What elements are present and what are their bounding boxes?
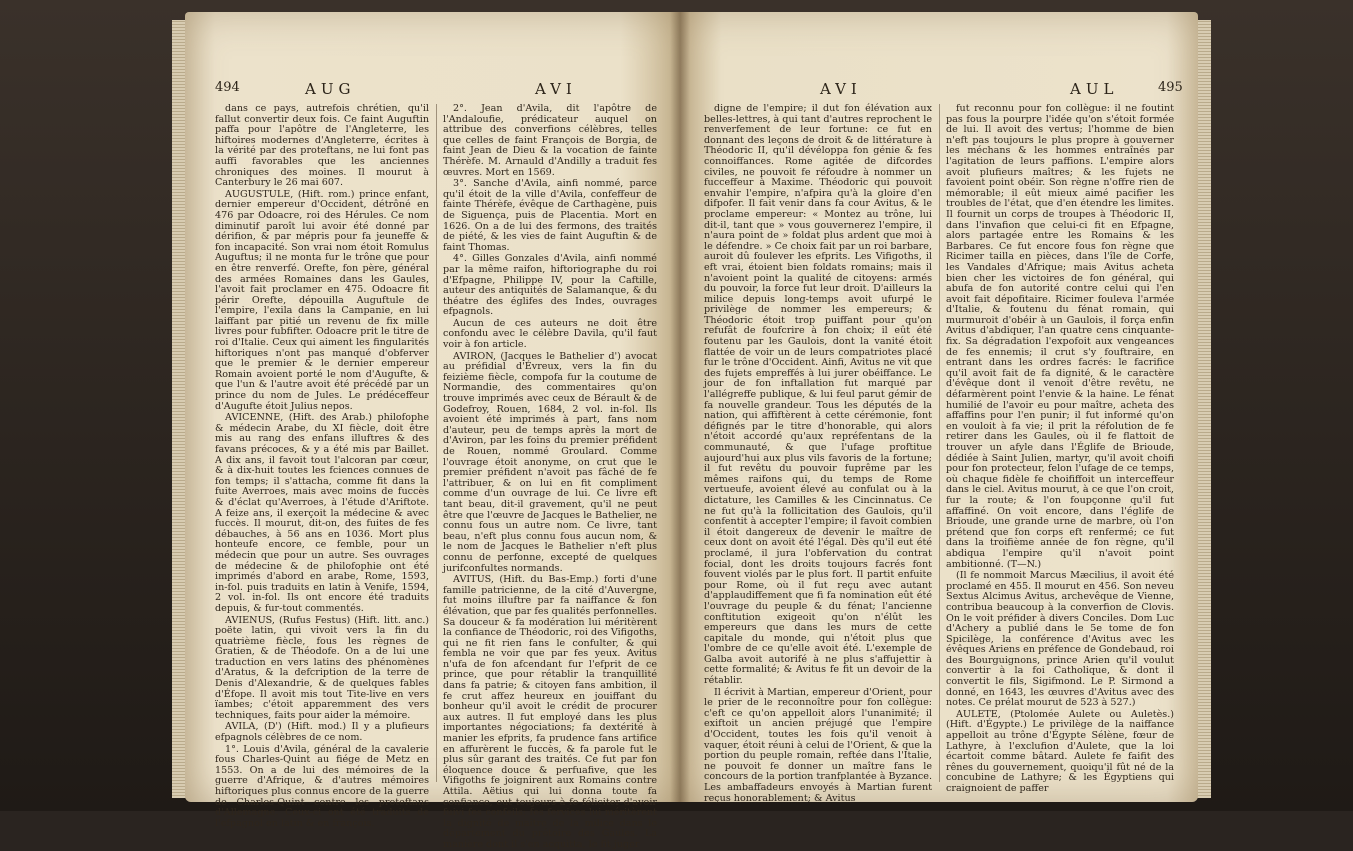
paragraph: Aucun de ces auteurs ne doit être confondu avec le célèbre Davila, qu'il faut voir à fon article. bbox=[443, 317, 657, 351]
running-headword: AVI bbox=[535, 80, 577, 98]
right-fore-edge bbox=[1197, 20, 1211, 798]
book-gutter bbox=[670, 12, 690, 802]
right-page bbox=[680, 12, 1198, 802]
left-page-header bbox=[185, 80, 680, 102]
paragraph: AUGUSTULE, (Hift. rom.) prince enfant, dernier empereur d'Occident, détrôné en 476 par Odoacre, roi des Hérules. Ce nom diminutif paroît lui avoir été donné par dérifion, & par mépris pour fa jeuneffe & fon incapacité. Son vrai nom étoit Romulus Auguftus; il ne monta fur le trône que pour en être renverfé. Orefte, fon père, général des armées Romaines dans les Gaules, l'avoit fait proclamer en 475. Odoacre fit périr Orefte, dépouilla Auguftule de l'empire, l'exila dans la Campanie, en lui laiffant par pitié un revenu de fix mille livres pour fubfifter. Odoacre prit le titre de roi d'Italie. Ceux qui aiment les fingularités hiftoriques n'ont pas manqué d'obferver que le premier & le dernier empereur Romain avoient porté le nom d'Augufte, & que l'un & l'autre avoit été précédé par un prince du nom de Jules. Le prédéceffeur d'Augufte étoit Julius nepos. bbox=[215, 188, 429, 412]
paragraph: AVITUS, (Hift. du Bas-Emp.) forti d'une famille patricienne, de la cité d'Auvergne, fut moins illuftre par fa naiffance & fon élévation, que par fes qualités perfonnelles. Sa douceur & fa modération lui méritèrent la confiance de Théodoric, roi des Vifigoths, qui ne fit rien fans le confulter, & qui fembla ne voir que par fes yeux. Avitus n'ufa de fon afcendant fur l'efprit de ce prince, que pour rétablir la tranquillité dans fa patrie; & citoyen fans ambition, il fe crut affez heureux en jouiffant du bonheur qu'il avoit le crédit de procurer aux autres. Il fut employé dans les plus importantes négociations; fa dextérité à manier les efprits, fa prudence fans artifice en affurèrent le fuccès, & fa parole fut le plus sûr garant des traités. Ce fut par fon éloquence douce & perfuafive, que les Vifigoths fe joignirent aux Romains contre Attila. Aëtius qui lui donna toute fa confiance, eut toujours à fe féliciter d'avoir fuivi fes confeils: fes fervices lui méritèrent la dignité de maître de la milice dans le département du prétoire des Gaules. La manière dont il s'en acquitta, le fit juger bbox=[443, 574, 657, 850]
page-number: 494 bbox=[215, 80, 240, 95]
paragraph: AVICENNE, (Hift. des Arab.) philofophe & médecin Arabe, du XI fiècle, doit être mis au rang des enfans illuftres & des favans précoces, & y a été mis par Baillet. A dix ans, il favoit tout l'alcoran par cœur, & à dix-huit toutes les fciences connues de fon temps; il s'attacha, comme fit dans la fuite Averroes, mais avec moins de fuccès & d'éclat qu'Averroes, à l'étude d'Ariftote. A feize ans, il exerçoit la médecine & avec fuccès. Il mourut, dit-on, des fuites de fes débauches, à 56 ans en 1036. Mort plus honteufe encore, ce femble, pour un médecin que pour un autre. Ses ouvrages de médecine & de philofophie ont été imprimés d'abord en arabe, Rome, 1593, in-fol. puis traduits en latin à Venife, 1594, 2 vol. in-fol. Ils ont encore été traduits depuis, & fur-tout commentés. bbox=[215, 412, 429, 614]
paragraph: AVILA, (D') (Hift. mod.) Il y a plufieurs efpagnols célèbres de ce nom. bbox=[215, 721, 429, 744]
paragraph: Il écrivit à Martian, empereur d'Orient, pour le prier de le reconnoître pour fon collègue: c'eft ce qu'on appelloit alors l'unanimité; il exiftoit un ancien préjugé que l'empire d'Occident, toutes les fois qu'il venoit à vaquer, étoit réuni à celui de l'Orient, & que la portion du peuple romain, reftée dans l'Italie, ne pouvoit fe donner un maître fans le concours de la portion tranfplantée à Byzance. Les ambaffadeurs envoyés à Martian furent reçus honorablement; & Avitus bbox=[704, 686, 932, 804]
running-headword: AVI bbox=[820, 80, 862, 98]
left-fore-edge bbox=[172, 20, 186, 798]
page-number: 495 bbox=[1158, 80, 1183, 95]
column-rule bbox=[939, 104, 940, 782]
paragraph: 3°. Sanche d'Avila, ainfi nommé, parce qu'il étoit de la ville d'Avila, confeffeur de fainte Thérèfe, évêque de Carthagène, puis de Siguença, puis de Placentia. Mort en 1626. On a de lui des fermons, des traités de piété, & les vies de faint Auguftin & de faint Thomas. bbox=[443, 178, 657, 253]
paragraph: fut reconnu pour fon collègue: il ne foutint pas fous la pourpre l'idée qu'on s'étoit formée de lui. Il avoit des vertus; l'homme de bien n'eft pas toujours le plus propre à gouverner les méchans & les hommes entraînés par l'agitation de leurs paffions. L'empire alors avoit plufieurs maîtres; & les fujets ne favoient point obéir. Son règne n'offre rien de mémorable; il eût mieux aimé pacifier les troubles de l'état, que d'en étendre les limites. Il fournit un corps de troupes à Théodoric II, dans l'invafion que celui-ci fit en Efpagne, alors partagée entre les Romains & les Barbares. Ce fut encore fous fon règne que Ricimer tailla en pièces, dans l'île de Corfe, les Vandales d'Afrique; mais Avitus acheta bien cher les victoires de fon général, qui abufa de fon autorité contre celui qui l'en avoit fait dépofitaire. Ricimer fouleva l'armée d'Italie, & foutenu du fénat romain, qui murmuroit d'obéir à un Gaulois, il força enfin Avitus d'abdiquer, l'an quatre cens cinquante-fix. Sa dégradation l'expofoit aux vengeances de fes ennemis; il crut s'y fouftraire, en entrant dans les ordres facrés: le facrifice qu'il avoit fait de fa dignité, & le caractère d'évêque dont il venoit d'être revêtu, ne défarmèrent point l'envie & la haine. Le fénat humilié de l'avoir eu pour maître, acheta des affaffins pour l'en punir; il fut informé qu'on en vouloit à fa vie; il prit la réfolution de fe retirer dans les Gaules, où il fe flattoit de trouver un afyle dans l'Églife de Brioude, dédiée à Saint Julien, martyr, qu'il avoit choifi pour fon protecteur, felon l'ufage de ce temps, où chaque fidèle fe choififfoit un interceffeur dans le ciel. Avitus mourut, à ce que l'on croit, fur la route; & l'on foupçonne qu'il fut affaffiné. On voit encore, dans l'églife de Brioude, une grande urne de marbre, où l'on prétend que fon corps eft renfermé; ce fut dans la troifième année de fon règne, qu'il abdiqua l'empire qu'il n'avoit point ambitionné. (T—N.) bbox=[946, 103, 1174, 570]
text-column-right bbox=[946, 104, 1174, 794]
paragraph: digne de l'empire; il dut fon élévation aux belles-lettres, à qui tant d'autres reprochent le renverfement de leur fortune: ce fut en donnant des leçons de droit & de littérature à Théodoric II, qu'il dévéloppa fon génie & fes connoiffances. Rome agitée de difcordes civiles, ne pouvoit fe réfoudre à nommer un fucceffeur à Maxime. Théodoric qui pouvoit envahir l'empire, n'afpira qu'à la gloire d'en difpofer. Il fait venir dans fa cour Avitus, & le proclame empereur: « Montez au trône, lui dit-il, tant que » vous gouvernerez l'empire, il n'aura point de » foldat plus ardent que moi à le défendre. » Ce choix fait par un roi barbare, auroit dû foulever les efprits. Les Vifigoths, il eft vrai, étoient bien foldats romains; mais il n'avoient point la qualité de citoyens: armés du pouvoir, la force fut leur droit. D'ailleurs la milice depuis long-temps avoit ufurpé le privilège de nommer les empereurs; & Théodoric étoit trop puiffant pour qu'on refufât de foufcrire à fon choix; il eût été foutenu par les Gaulois, dont la vanité étoit flattée de voir un de leurs compatriotes placé fur le trône d'Occident. Ainfi, Avitus ne vit que des fujets empreffés à lui jurer obéiffance. Le jour de fon inftallation fut marqué par l'allégreffe publique, & lui feul parut gémir de fa nouvelle grandeur. Tous les députés de la nation, qui affiftèrent à cette cérémonie, font défignés par le titre d'honorable, qui alors n'étoit accordé qu'aux repréfentans de la communauté, & que l'ufage proftitue aujourd'hui aux plus vils favoris de la fortune; il fut revêtu du pouvoir fuprême par les mêmes raifons qui, du temps de Rome vertueufe, avoient élevé au confulat ou à la dictature, les Camilles & les Cincinnatus. Ce ne fut qu'à la follicitation des Gaulois, qu'il confentit à accepter l'empire; il favoit combien il étoit dangereux de devenir le maître de ceux dont on avoit été l'égal. Dès qu'il eut été proclamé, il jura l'obfervation du contrat focial, dont les droits toujours facrés font fouvent violés par le plus fort. Il partit enfuite pour Rome, où il fut reçu avec autant d'applaudiffement que fi fa nomination eût été l'ouvrage du peuple & du fénat; l'ancienne conftitution exigeoit qu'on n'élût les empereurs que dans les murs de cette capitale du monde, qui n'étoit plus que l'ombre de ce qu'elle avoit été. L'exemple de Galba avoit autorifé à ne plus s'affujettir à cette formalité; & Avitus fe fit un devoir de la rétablir. bbox=[704, 103, 933, 687]
paragraph: AULETE, (Ptolomée Aulete ou Auletès.) (Hift. d'Égypte.) Le privilège de la naiffance appelloit au trône d'Égypte Sélène, fœur de Lathyre, à l'exclufion d'Aulete, que la loi écartoit comme bâtard. Aulete fe faifit des rênes du gouvernement, quoiqu'il fût né de la concubine de Lathyre; & les Égyptiens qui craignoient de paffer bbox=[946, 708, 1174, 794]
paragraph: 2°. Jean d'Avila, dit l'apôtre de l'Andaloufie, prédicateur auquel on attribue des converfions célèbres, telles que celles de faint François de Borgia, de faint Jean de Dieu & la vocation de fainte Thérèfe. M. Arnauld d'Andilly a traduit fes œuvres. Mort en 1569. bbox=[443, 103, 657, 178]
running-headword: AUL bbox=[1070, 80, 1119, 98]
running-headword: AUG bbox=[305, 80, 356, 98]
text-column-left bbox=[704, 103, 933, 804]
left-page bbox=[185, 12, 680, 850]
paragraph: 4°. Gilles Gonzales d'Avila, ainfi nommé par la même raifon, hiftoriographe du roi d'Efpagne, Philippe IV, pour la Caftille, auteur des antiquités de Salamanque, & du théatre des églifes des Indes, ouvrages efpagnols. bbox=[443, 253, 657, 318]
paragraph: AVIENUS, (Rufus Festus) (Hift. litt. anc.) poëte latin, qui vivoit vers la fin du quatrième fiècle, fous les règnes de Gratien, & de Théodofe. On a de lui une traduction en vers latins des phénomènes d'Aratus, & la defcription de la terre de Denis d'Alexandrie, & de quelques fables d'Éfope. Il avoit mis tout Tite-live en vers ïambes; c'étoit apparemment des vers techniques, faits pour aider la mémoire. bbox=[215, 614, 429, 721]
text-column-right bbox=[443, 103, 657, 850]
column-rule bbox=[436, 104, 437, 782]
paragraph: (Il fe nommoit Marcus Mæcilius, il avoit été proclamé en 455. Il mourut en 456. Son neveu Sextus Alcimus Avitus, archevêque de Vienne, contribua beaucoup à la converfion de Clovis. On le voit préfider à divers Conciles. Dom Luc d'Achery a publié dans le 5e tome de fon Spicilège, la conférence d'Avitus avec les évêques Ariens en préfence de Gondebaud, roi des Bourguignons, prince Arien qu'il voulut convertir à la foi Catholique, & dont il convertit le fils, Sigifmond. Le P. Sirmond a donné, en 1643, les œuvres d'Avitus avec des notes. Ce prélat mourut de 523 à 527.) bbox=[946, 570, 1174, 709]
paragraph: 1°. Louis d'Avila, général de la cavalerie fous Charles-Quint au fiége de Metz en 1553. On a de lui des mémoires de la guerre d'Afrique, & d'autres mémoires hiftoriques plus connus encore de la guerre de Charles-Quint contre les proteftans d'Allemagne. Ceux-ci ont été traduits de l'efpagnol en latin & en françois. bbox=[215, 743, 429, 829]
text-column-left bbox=[215, 103, 429, 829]
right-page-header bbox=[680, 80, 1198, 102]
paragraph: dans ce pays, autrefois chrétien, qu'il fallut convertir deux fois. Ce faint Auguftin paffa pour l'apôtre de l'Angleterre, les hiftoires modernes d'Angleterre, écrites à la vérité par des proteftans, ne lui font pas auffi favorables que les anciennes chroniques des moines. Il mourut à Canterbury le 26 mai 607. bbox=[215, 103, 429, 189]
paragraph: AVIRON, (Jacques le Bathelier d') avocat au préfidial d'Évreux, vers la fin du feizième fiècle, compofa fur la coutume de Normandie, des commentaires qu'on trouve imprimés avec ceux de Bérault & de Godefroy, Rouen, 1684, 2 vol. in-fol. Ils avoient été imprimés à part, fans nom d'auteur, peu de temps après la mort de d'Aviron, par les foins du premier préfident de Rouen, nommé Groulard. Comme l'ouvrage étoit anonyme, on crut que le premier préfident n'avoit pas fâché de fe l'attribuer, & on lui en fit compliment comme d'un ouvrage de lui. Ce livre eft tant beau, dit-il gravement, qu'il ne peut être que l'œuvre de Jacques le Bathelier, ne connu fous un autre nom. Ce livre, tant beau, n'eft plus connu fous aucun nom, & le nom de Jacques le Bathelier n'eft plus connu de perfonne, excepté de quelques jurifconfultes normands. bbox=[443, 350, 657, 574]
